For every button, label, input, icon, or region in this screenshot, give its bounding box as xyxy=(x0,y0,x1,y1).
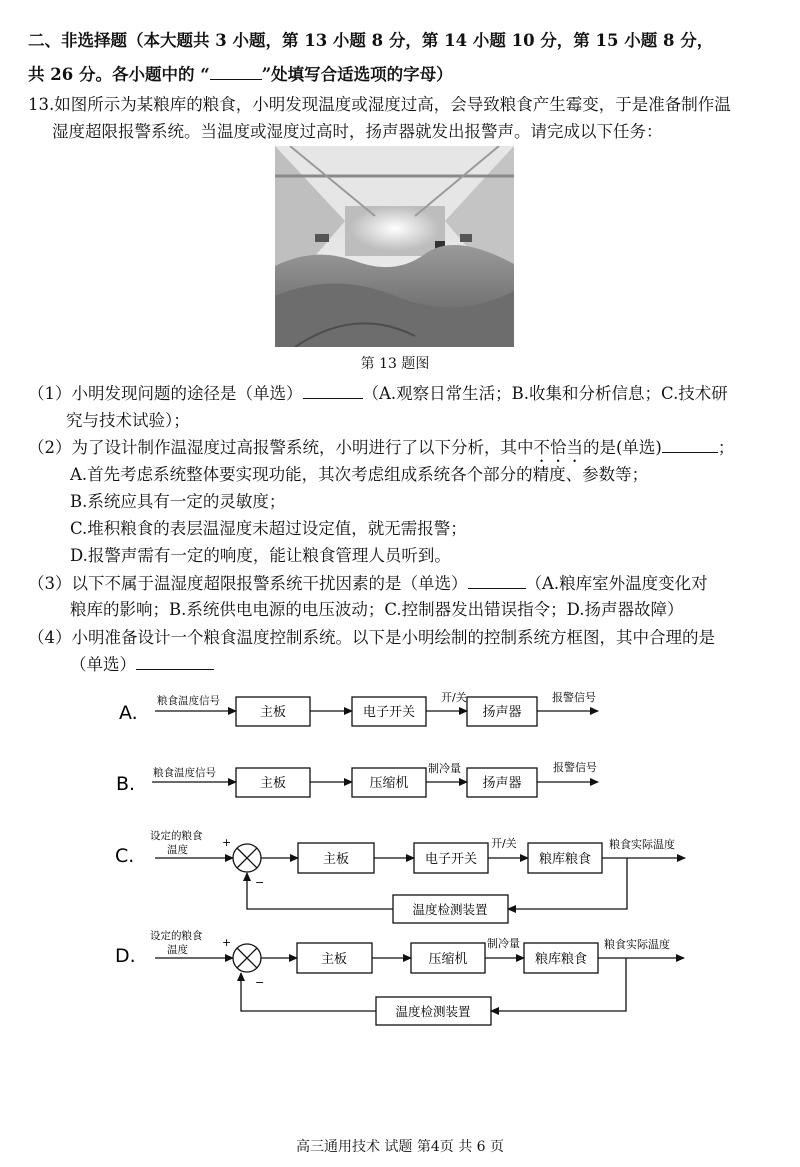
diagram-c-plus: + xyxy=(222,836,232,849)
diagram-d-input-1: 设定的粮食 xyxy=(150,930,203,942)
diagram-a-box1-label: 主板 xyxy=(259,705,287,720)
diagram-b-box1-label: 主板 xyxy=(259,776,287,791)
diagram-d-letter: D. xyxy=(115,945,136,967)
diagram-d-plus: + xyxy=(222,936,232,949)
q13-part3-line2: 粮库的影响；B.系统供电电源的电压波动；C.控制器发出错误指令；D.扬声器故障） xyxy=(70,600,684,619)
section-heading-cont-a: 共 26 分。各小题中的 “ xyxy=(28,65,210,84)
diagram-d-box2-label: 压缩机 xyxy=(428,952,468,967)
section-heading-cont-b: ”处填写合适选项的字母） xyxy=(261,65,453,84)
diagram-b-box2-label: 压缩机 xyxy=(369,776,409,791)
q13-part2-option-a: A.首先考虑系统整体要实现功能，其次考虑组成系统各个部分的精度、参数等； xyxy=(70,465,649,484)
diagram-d-feedback-label: 温度检测装置 xyxy=(395,1004,471,1019)
q13-part4-prompt: （单选） xyxy=(70,655,136,674)
diagram-c-input-1: 设定的粮食 xyxy=(150,830,203,842)
q13-stem-2: 湿度超限报警系统。当温度或湿度过高时，扬声器就发出报警声。请完成以下任务： xyxy=(52,122,663,141)
diagram-a-input: 粮食温度信号 xyxy=(157,695,220,707)
diagram-b-box3-label: 扬声器 xyxy=(482,776,522,791)
section-heading: 二、非选择题（本大题共 3 小题，第 13 小题 8 分，第 14 小题 10 分，第 15 小题 8 分， xyxy=(28,31,714,50)
diagram-b-letter: B. xyxy=(116,773,136,795)
diagram-d-box1-label: 主板 xyxy=(320,952,348,967)
diagram-d-box3-label: 粮库粮食 xyxy=(534,952,588,967)
page-footer: 高三通用技术 试题 第4页 共 6 页 xyxy=(295,1139,505,1155)
q13-part1-options: （A.观察日常生活；B.收集和分析信息；C.技术研 xyxy=(362,384,728,403)
diagram-c-output: 粮食实际温度 xyxy=(609,838,675,851)
q13-part4-line1: （4）小明准备设计一个粮食温度控制系统。以下是小明绘制的控制系统方框图，其中合理的是 xyxy=(28,628,715,647)
figure-caption: 第 13 题图 xyxy=(360,356,430,372)
diagram-d-input-2: 温度 xyxy=(167,944,188,956)
q13-part2-option-b: B.系统应具有一定的灵敏度； xyxy=(70,492,286,511)
q13-part3-prompt: （3）以下不属于温湿度超限报警系统干扰因素的是（单选） xyxy=(28,574,468,593)
q13-stem-1: 13.如图所示为某粮库的粮食，小明发现温度或湿度过高，会导致粮食产生霉变，于是准备制作温 xyxy=(28,95,731,114)
diagram-c-box2-label: 电子开关 xyxy=(424,852,478,867)
q13-part2-text-a: （2）为了设计制作温湿度过高报警系统，小明进行了以下分析，其中 xyxy=(28,438,534,457)
q13-part3-options-a: （A.粮库室外温度变化对 xyxy=(525,574,708,593)
diagram-a-box3-label: 扬声器 xyxy=(482,705,522,720)
q13-part2-end: ； xyxy=(717,438,735,457)
q13-part2-option-d: D.报警声需有一定的响度，能让粮食管理人员听到。 xyxy=(70,546,451,565)
diagram-d-output: 粮食实际温度 xyxy=(604,938,670,951)
diagram-c-mid: 开/关 xyxy=(491,837,517,850)
diagram-a-letter: A. xyxy=(119,702,138,724)
diagram-b-mid: 制冷量 xyxy=(428,762,461,775)
q13-part1-line2: 究与技术试验）； xyxy=(66,411,190,430)
diagram-d-mid: 制冷量 xyxy=(487,937,520,950)
q13-part1-prompt: （1）小明发现问题的途径是（单选） xyxy=(28,384,303,403)
diagram-a-box2-label: 电子开关 xyxy=(362,705,416,720)
diagram-c-feedback-label: 温度检测装置 xyxy=(412,902,488,917)
diagram-d-minus: − xyxy=(255,976,265,989)
q13-part2-text-b: 的是(单选) xyxy=(583,438,662,457)
q13-part2-option-c: C.堆积粮食的表层温湿度未超过设定值，就无需报警； xyxy=(70,519,467,538)
diagram-c-box3-label: 粮库粮食 xyxy=(538,852,592,867)
diagram-c-input-2: 温度 xyxy=(167,844,188,856)
diagram-c-minus: − xyxy=(255,876,265,889)
q13-part2-emphasis: 不恰当 xyxy=(533,438,583,457)
diagram-c-box1-label: 主板 xyxy=(322,852,350,867)
diagram-b-output: 报警信号 xyxy=(553,761,597,774)
diagram-b-input: 粮食温度信号 xyxy=(153,767,216,779)
diagram-a-mid: 开/关 xyxy=(441,691,467,704)
diagram-a-output: 报警信号 xyxy=(552,691,596,704)
diagram-c-letter: C. xyxy=(115,845,135,867)
